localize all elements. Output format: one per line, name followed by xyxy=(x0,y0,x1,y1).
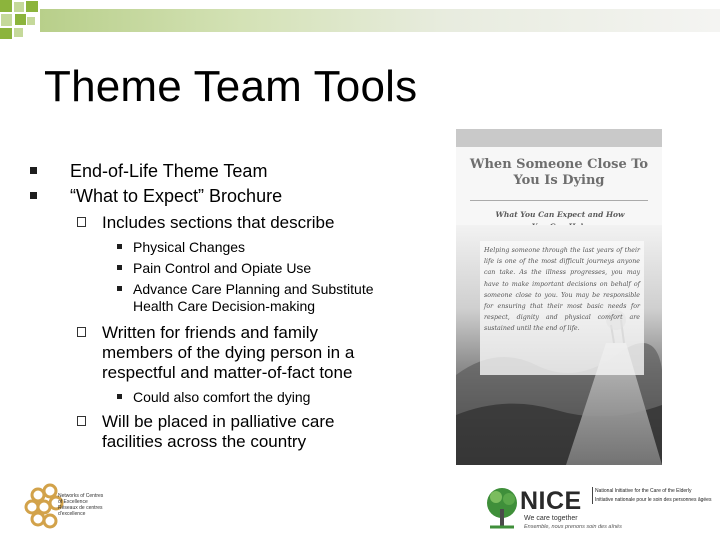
square-bullet-icon xyxy=(117,265,122,270)
square-bullet-icon xyxy=(30,167,37,174)
nice-description-line: Initiative nationale pour le soin des personnes âgées xyxy=(595,496,712,503)
brochure-title-line1: When Someone Close To xyxy=(469,157,649,172)
bullet-level2 xyxy=(30,213,450,233)
nce-text-line: of Excellence xyxy=(58,499,88,505)
bullet-text: Written for friends and family members of the dying person in a respectful and matter-of-fact tone xyxy=(102,323,355,382)
deco-square-1 xyxy=(0,0,12,12)
bullet-text: Pain Control and Opiate Use xyxy=(133,260,312,276)
brochure-cover-image xyxy=(456,129,662,465)
bullet-list xyxy=(30,160,450,458)
nice-description-line: National Initiative for the Care of the Elderly xyxy=(595,488,692,494)
brochure-body-text: Helping someone through the last years of their life is one of the most difficult journeys anyone can take. As the illness progresses, you may have to make important decisions on behalf of someone close to you. You may be responsible for ensuring that their most basic needs for respect, dignity and physical comfort are sustained until the end of life. xyxy=(480,241,644,375)
bullet-text: End-of-Life Theme Team xyxy=(70,161,268,181)
brochure-top-band xyxy=(456,129,662,147)
hollow-square-bullet-icon xyxy=(77,327,86,337)
bullet-level3 xyxy=(30,389,450,406)
deco-square-5 xyxy=(15,14,26,25)
deco-square-3 xyxy=(26,1,38,12)
square-bullet-icon xyxy=(117,244,122,249)
square-bullet-icon xyxy=(30,192,37,199)
nce-text-line: d'excellence xyxy=(58,511,86,517)
bullet-level1 xyxy=(30,185,450,207)
brochure-title xyxy=(456,157,662,189)
bullet-text: Physical Changes xyxy=(133,239,246,255)
title-bar-gradient xyxy=(40,9,720,32)
bullet-level3 xyxy=(30,239,450,256)
deco-square-2 xyxy=(14,2,24,12)
brochure-subtitle-line1: What You Can Expect and How xyxy=(495,210,625,219)
deco-square-7 xyxy=(0,28,12,39)
nce-logo-text xyxy=(58,493,128,517)
bullet-text: Includes sections that describe xyxy=(102,213,335,232)
brochure-divider xyxy=(470,200,648,201)
square-bullet-icon xyxy=(117,394,122,399)
square-bullet-icon xyxy=(117,286,122,291)
deco-square-6 xyxy=(27,17,35,25)
bullet-level2 xyxy=(30,323,372,383)
nice-tagline: We care together xyxy=(524,515,578,522)
bullet-text: Advance Care Planning and Substitute Health Care Decision-making xyxy=(133,281,374,314)
deco-square-8 xyxy=(14,28,23,37)
nce-text-line: Réseaux de centres xyxy=(58,505,103,511)
brochure-title-line2: You Is Dying xyxy=(513,173,605,188)
bullet-text: “What to Expect” Brochure xyxy=(70,186,283,206)
bullet-level3 xyxy=(30,281,393,315)
bullet-text: Could also comfort the dying xyxy=(133,389,311,405)
slide-title: Theme Team Tools xyxy=(44,62,418,111)
hollow-square-bullet-icon xyxy=(77,217,86,227)
bullet-level1 xyxy=(30,160,450,182)
nice-tagline-fr: Ensemble, nous prenons soin des aînés xyxy=(524,524,622,530)
bullet-text: Will be placed in palliative care facilities across the country xyxy=(102,412,335,451)
nce-text-line: Networks of Centres xyxy=(58,493,104,499)
bullet-level3 xyxy=(30,260,450,277)
bullet-level2 xyxy=(30,412,372,452)
deco-square-4 xyxy=(1,14,12,26)
hollow-square-bullet-icon xyxy=(77,416,86,426)
nice-logo-wordmark: NICE xyxy=(520,487,582,515)
nice-description xyxy=(592,487,719,504)
